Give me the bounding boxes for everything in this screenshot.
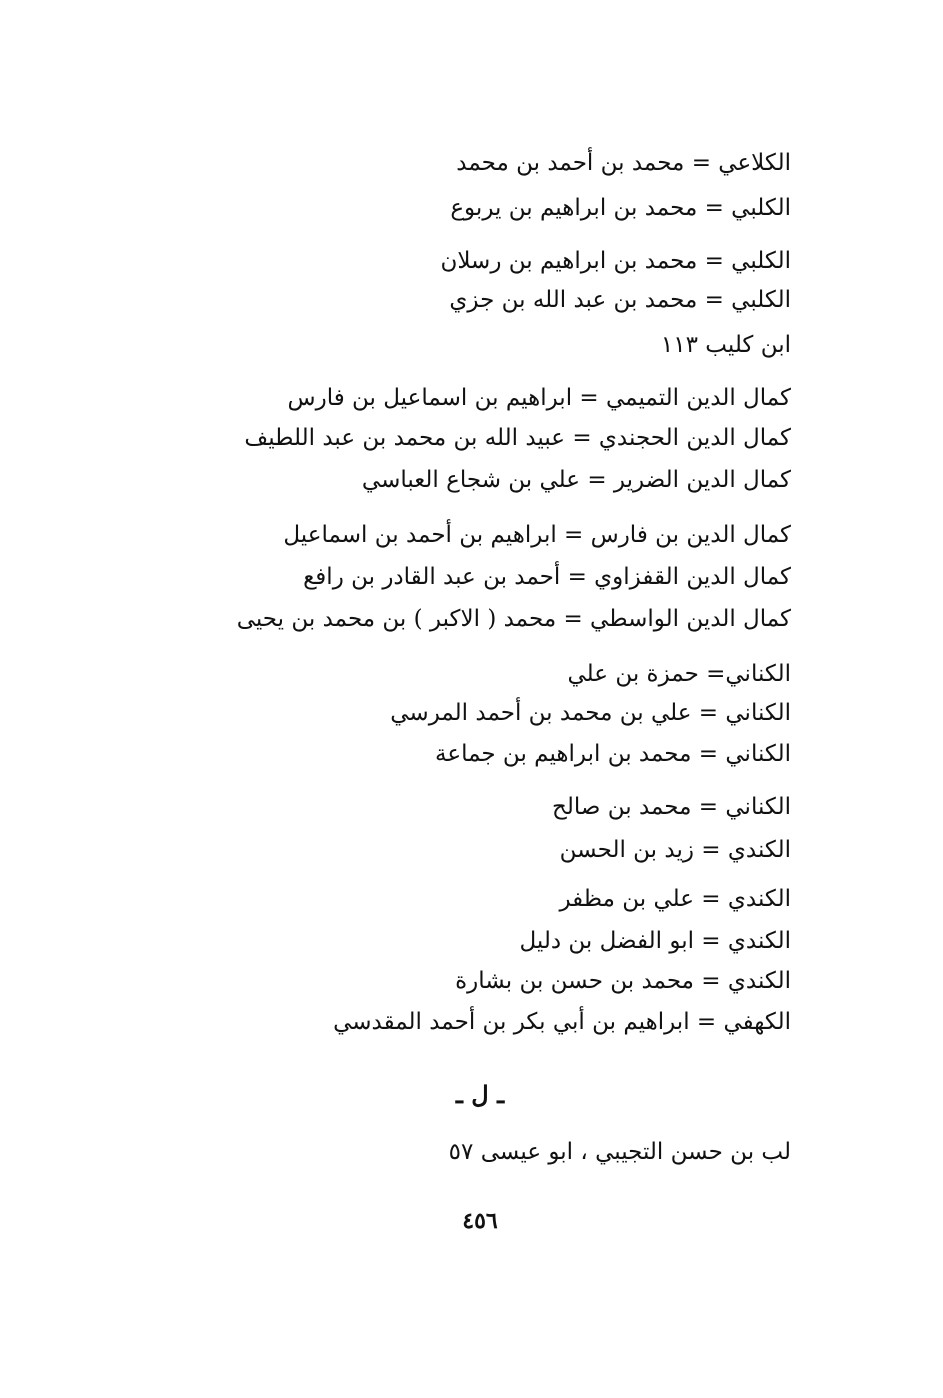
index-entry: الكلبي = محمد بن عبد الله بن جزي xyxy=(449,287,791,313)
index-entry: لب بن حسن التجيبي ، ابو عيسى ٥٧ xyxy=(448,1139,791,1165)
index-entry: كمال الدين بن فارس = ابراهيم بن أحمد بن اسماعيل xyxy=(283,522,791,548)
index-entry: كمال الدين الضرير = علي بن شجاع العباسي xyxy=(361,467,791,493)
index-entry: الكناني = محمد بن صالح xyxy=(552,794,791,820)
index-entry: كمال الدين القفزاوي = أحمد بن عبد القادر بن رافع xyxy=(303,564,791,590)
index-entry: الكلبي = محمد بن ابراهيم بن يربوع xyxy=(450,195,791,221)
index-entry: الكندي = ابو الفضل بن دليل xyxy=(519,928,791,954)
page-number: ٤٥٦ xyxy=(462,1208,498,1234)
index-entry: الكلاعي = محمد بن أحمد بن محمد xyxy=(456,150,791,176)
index-entry: الكندي = زيد بن الحسن xyxy=(559,837,791,863)
index-entry: كمال الدين التميمي = ابراهيم بن اسماعيل بن فارس xyxy=(287,385,791,411)
index-entry: الكندي = علي بن مظفر xyxy=(559,886,791,912)
index-entry: الكندي = محمد بن حسن بن بشارة xyxy=(455,968,791,994)
index-entry: الكلبي = محمد بن ابراهيم بن رسلان xyxy=(440,248,791,274)
index-entry: الكناني = علي بن محمد بن أحمد المرسي xyxy=(390,700,791,726)
index-entry: كمال الدين الحجندي = عبيد الله بن محمد بن عبد اللطيف xyxy=(244,425,791,451)
index-entry: الكهفي = ابراهيم بن أبي بكر بن أحمد المقدسي xyxy=(333,1009,791,1035)
index-entry: ابن كليب ١١٣ xyxy=(660,332,791,358)
index-entry: كمال الدين الواسطي = محمد ( الاكبر ) بن محمد بن يحيى xyxy=(236,606,791,632)
section-heading: ـ ل ـ xyxy=(455,1080,505,1109)
index-entry: الكناني = محمد بن ابراهيم بن جماعة xyxy=(435,741,791,767)
index-entry: الكناني= حمزة بن علي xyxy=(567,661,791,687)
